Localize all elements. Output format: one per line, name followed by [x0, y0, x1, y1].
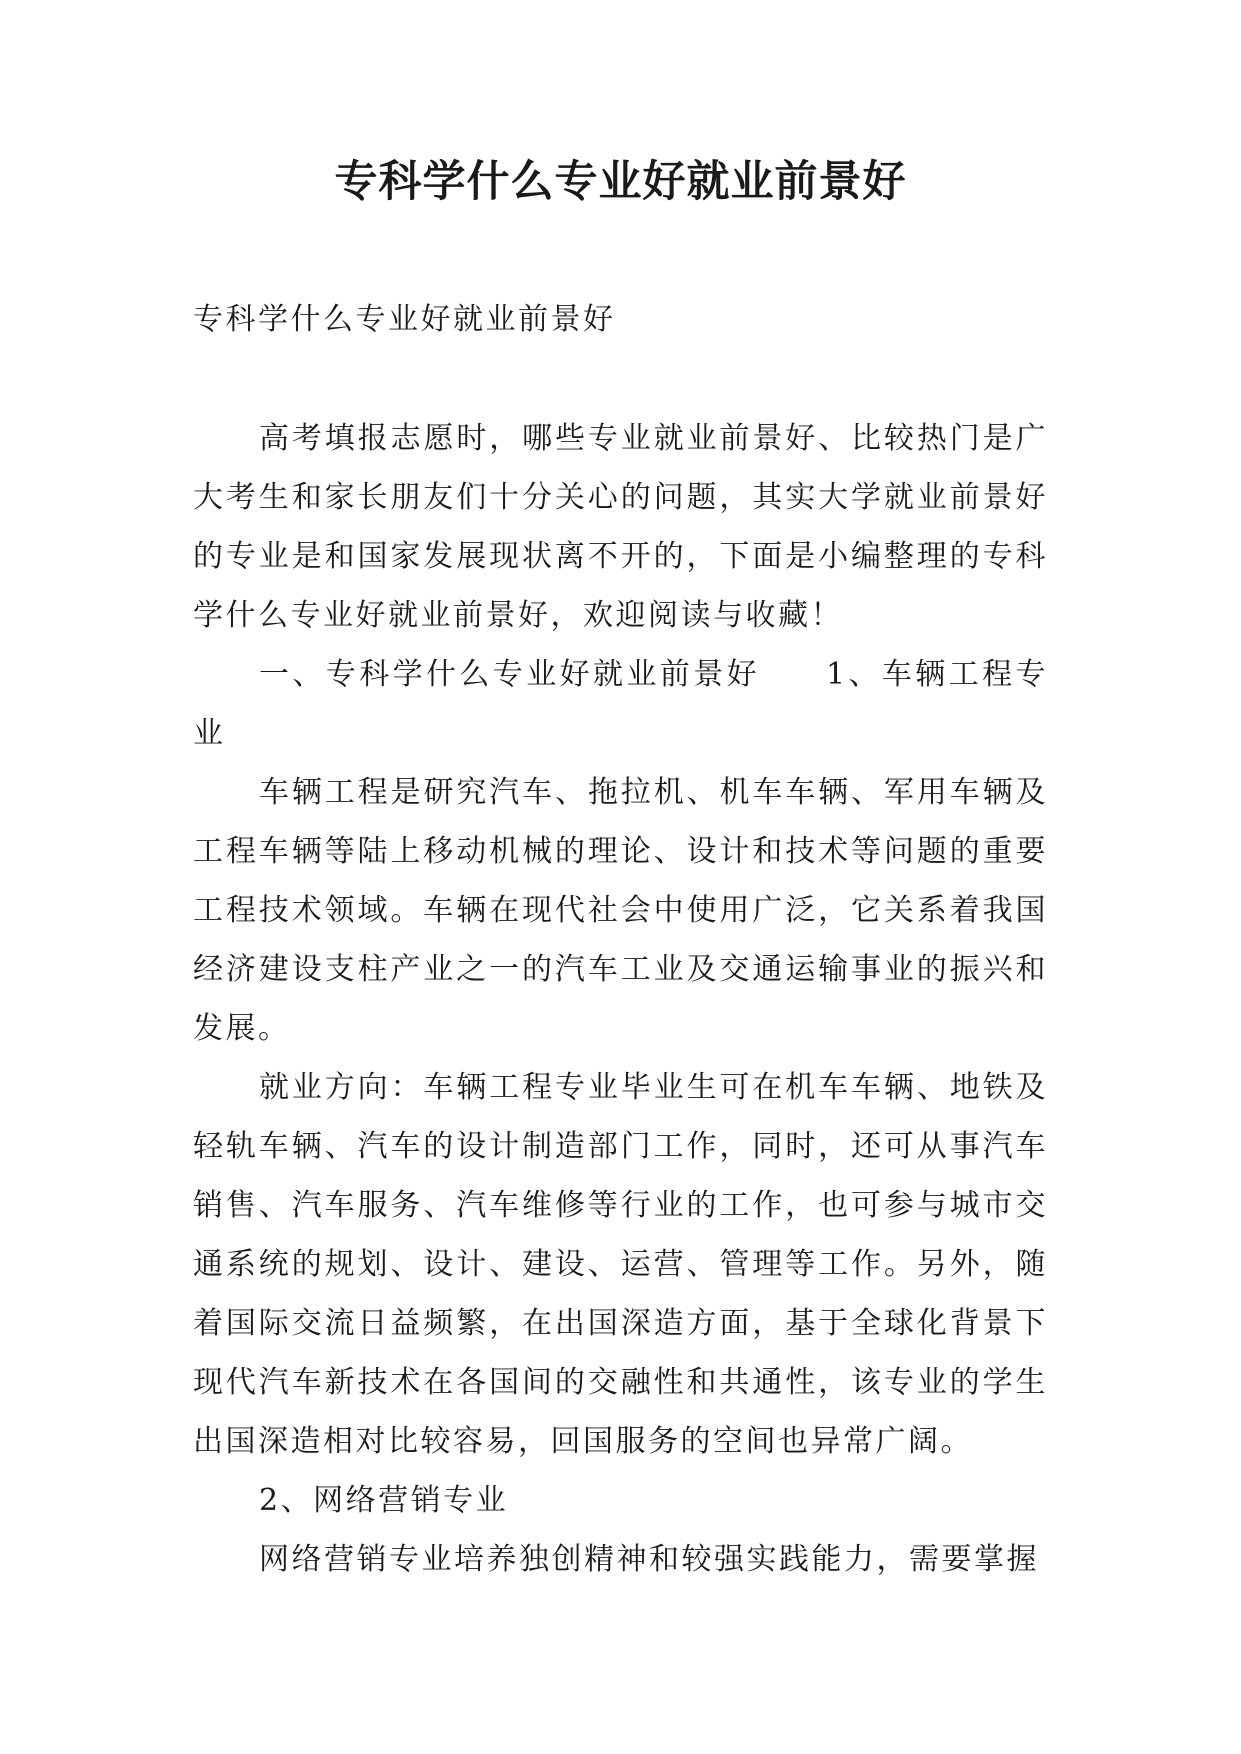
document-title: 专科学什么专业好就业前景好 [334, 157, 907, 207]
subsection-heading-1: 1、车辆工程专业 [193, 657, 1049, 751]
section-heading: 一、专科学什么专业好就业前景好 [259, 657, 761, 692]
intro-paragraph: 高考填报志愿时，哪些专业就业前景好、比较热门是广大考生和家长朋友们十分关心的问题，其实大学就业前景好的专业是和国家发展现状离不开的，下面是小编整理的专科学什么专业好就业前景好，欢迎阅读与收藏！ [193, 421, 1048, 633]
document-body [193, 290, 1048, 1589]
subsection-heading-2: 2、网络营销专业 [259, 1483, 509, 1518]
vehicle-engineering-paragraph: 车辆工程是研究汽车、拖拉机、机车车辆、军用车辆及工程车辆等陆上移动机械的理论、设计和技术等问题的重要工程技术领域。车辆在现代社会中使用广泛，它关系着我国经济建设支柱产业之一的汽车工业及交通运输事业的振兴和发展。 [193, 775, 1048, 1046]
document-subtitle: 专科学什么专业好就业前景好 [193, 302, 616, 337]
section-heading-line [193, 645, 1048, 763]
employment-direction-paragraph: 就业方向：车辆工程专业毕业生可在机车车辆、地铁及轻轨车辆、汽车的设计制造部门工作，同时，还可从事汽车销售、汽车服务、汽车维修等行业的工作，也可参与城市交通系统的规划、设计、建设、运营、管理等工作。另外，随着国际交流日益频繁，在出国深造方面，基于全球化背景下现代汽车新技术在各国间的交融性和共通性，该专业的学生出国深造相对比较容易，回国服务的空间也异常广阔。 [193, 1070, 1048, 1459]
network-marketing-paragraph: 网络营销专业培养独创精神和较强实践能力，需要掌握 [259, 1542, 1039, 1577]
